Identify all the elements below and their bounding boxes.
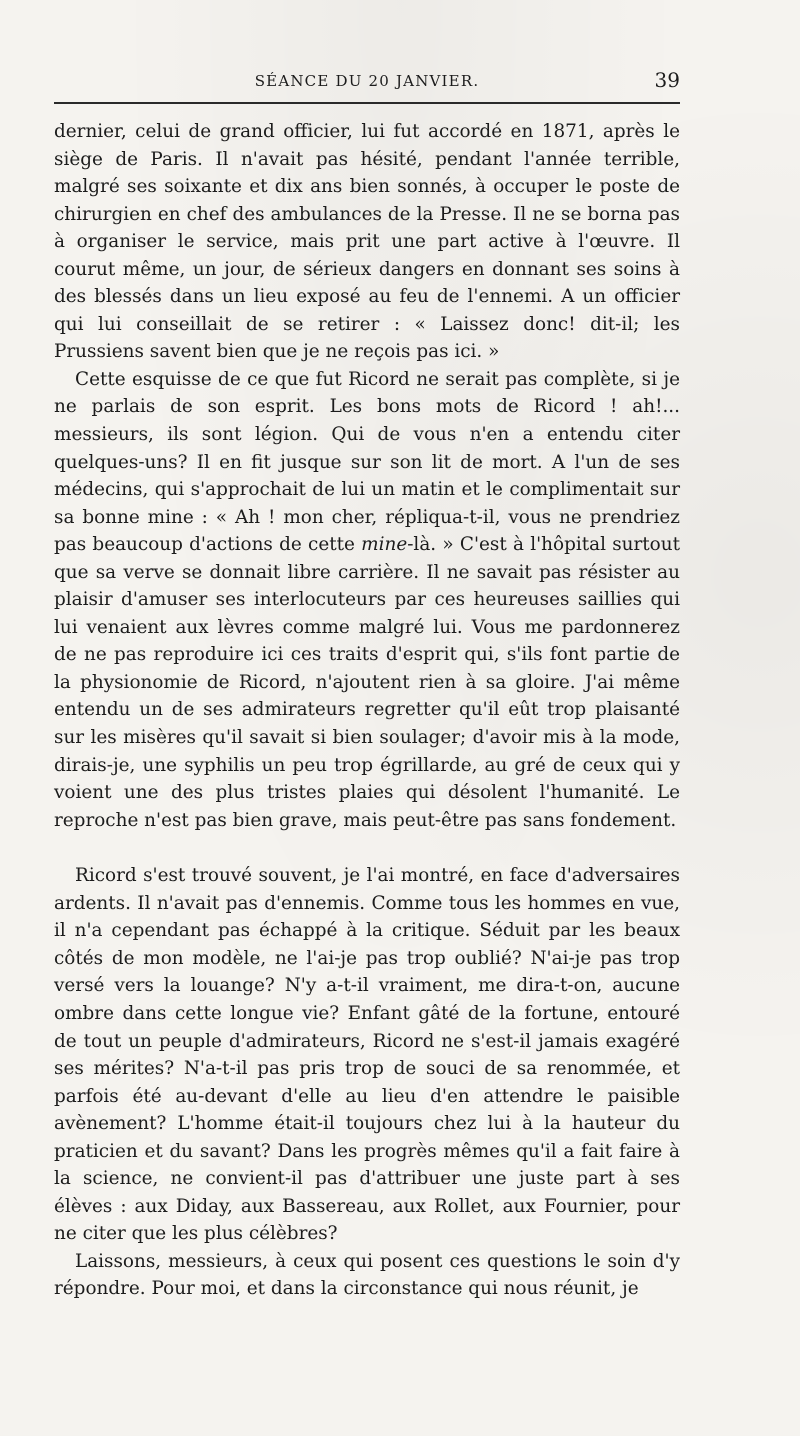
page-number: 39 [654, 68, 680, 92]
section-gap [54, 834, 680, 862]
paragraph-2 [54, 366, 680, 834]
paragraph-2-part-b: -là. » C'est à l'hôpital surtout que sa verve se donnait libre carrière. Il ne savait pas résister au plaisir d'amuser ses interlocuteurs par ces heureuses saillies qui lui venaient aux lèvres comme malgré lui. Vous me pardonnerez de ne pas reproduire ici ces traits d'esprit qui, s'ils font partie de la physionomie de Ricord, n'ajoutent rien à sa gloire. J'ai même entendu un de ses admirateurs regretter qu'il eût trop plaisanté sur les misères qu'il savait si bien soulager; d'avoir mis à la mode, dirais-je, une syphilis un peu trop égrillarde, au gré de ceux qui y voient une des plus tristes plaies qui désolent l'humanité. Le reproche n'est pas bien grave, mais peut-être pas sans fondement. [54, 534, 680, 831]
paragraph-2-part-a: Cette esquisse de ce que fut Ricord ne serait pas complète, si je ne parlais de son esprit. Les bons mots de Ricord ! ah!... messieurs, ils sont légion. Qui de vous n'en a entendu citer quelques-uns? Il en fit jusque sur son lit de mort. A l'un de ses médecins, qui s'approchait de lui un matin et le complimentait sur sa bonne mine : « Ah ! mon cher, répliqua-t-il, vous ne prendriez pas beaucoup d'actions de cette [54, 368, 680, 556]
page-header [54, 66, 680, 96]
body-text [54, 118, 680, 1303]
paragraph-1: dernier, celui de grand officier, lui fut accordé en 1871, après le siège de Paris. Il n'avait pas hésité, pendant l'année terrible, malgré ses soixante et dix ans bien sonnés, à occuper le poste de chirurgien en chef des ambulances de la Presse. Il ne se borna pas à organiser le service, mais prit une part active à l'œuvre. Il courut même, un jour, de sérieux dangers en donnant ses soins à des blessés dans un lieu exposé au feu de l'ennemi. A un officier qui lui conseillait de se retirer : « Laissez donc! dit-il; les Prussiens savent bien que je ne reçois pas ici. » [54, 121, 680, 363]
paragraph-3: Ricord s'est trouvé souvent, je l'ai montré, en face d'adversaires ardents. Il n'avait pas d'ennemis. Comme tous les hommes en vue, il n'a cependant pas échappé à la critique. Séduit par les beaux côtés de mon modèle, ne l'ai-je pas trop oublié? N'ai-je pas trop versé vers la louange? N'y a-t-il vraiment, me dira-t-on, aucune ombre dans cette longue vie? Enfant gâté de la fortune, entouré de tout un peuple d'admirateurs, Ricord ne s'est-il jamais exagéré ses mérites? N'a-t-il pas pris trop de souci de sa renommée, et parfois été au-devant d'elle au lieu d'en attendre le paisible avènement? L'homme était-il toujours chez lui à la hauteur du praticien et du savant? Dans les progrès mêmes qu'il a fait faire à la science, ne convient-il pas d'attribuer une juste part à ses élèves : aux Diday, aux Bassereau, aux Rollet, aux Fournier, pour ne citer que les plus célèbres? [54, 865, 680, 1245]
header-rule [54, 102, 680, 104]
paragraph-2-italic-word: mine [361, 534, 408, 556]
running-head: SÉANCE DU 20 JANVIER. [254, 72, 480, 90]
paragraph-4: Laissons, messieurs, à ceux qui posent ces questions le soin d'y répondre. Pour moi, et dans la circonstance qui nous réunit, je [54, 1250, 680, 1300]
